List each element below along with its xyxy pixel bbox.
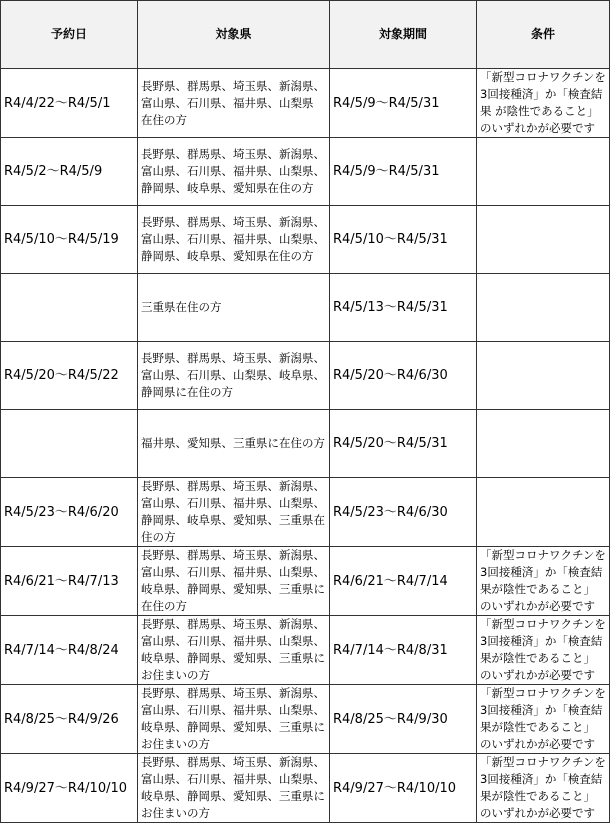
target-period-cell: R4/8/25～R4/9/30	[330, 685, 477, 754]
conditions-cell: 「新型コロナワクチンを3回接種済」か「検査結果が陰性であること」のいずれかが必要です	[477, 685, 610, 754]
target-prefectures-cell: 長野県、群馬県、埼玉県、新潟県、富山県、石川県、福井県、山梨県、岐阜県、静岡県、愛知県、三重県にお住まいの方	[138, 685, 330, 754]
target-prefectures-cell: 長野県、群馬県、埼玉県、新潟県、富山県、石川県、山梨県、岐阜県、静岡県に在住の方	[138, 342, 330, 410]
target-prefectures-cell: 長野県、群馬県、埼玉県、新潟県、富山県、石川県、福井県、山梨県、静岡県、岐阜県、愛知県在住の方	[138, 138, 330, 206]
target-period-cell: R4/6/21～R4/7/14	[330, 547, 477, 616]
reservation-date-cell: R4/5/20～R4/5/22	[1, 342, 138, 410]
header-conditions: 条件	[477, 1, 610, 69]
target-period-cell: R4/9/27～R4/10/10	[330, 754, 477, 823]
table-header-row	[1, 1, 610, 69]
reservation-date-cell: R4/5/10～R4/5/19	[1, 206, 138, 274]
table-row	[1, 206, 610, 274]
table-row	[1, 478, 610, 547]
conditions-cell: 「新型コロナワクチンを3回接種済」か「検査結果 が陰性であること」のいずれかが必要です	[477, 69, 610, 138]
header-reservation-date: 予約日	[1, 1, 138, 69]
target-period-cell: R4/5/13～R4/5/31	[330, 274, 477, 342]
target-period-cell: R4/5/23～R4/6/30	[330, 478, 477, 547]
header-target-period: 対象期間	[330, 1, 477, 69]
reservation-date-cell	[1, 410, 138, 478]
target-period-cell: R4/5/9～R4/5/31	[330, 69, 477, 138]
reservation-date-cell	[1, 274, 138, 342]
target-period-cell: R4/5/9～R4/5/31	[330, 138, 477, 206]
conditions-cell	[477, 478, 610, 547]
target-prefectures-cell: 長野県、群馬県、埼玉県、新潟県、富山県、石川県、福井県、山梨県、岐阜県、静岡県、愛知県、三重県にお住まいの方	[138, 616, 330, 685]
target-prefectures-cell: 長野県、群馬県、埼玉県、新潟県、富山県、石川県、福井県、山梨県 在住の方	[138, 69, 330, 138]
reservation-date-cell: R4/5/23～R4/6/20	[1, 478, 138, 547]
conditions-cell: 「新型コロナワクチンを3回接種済」か「検査結果が陰性であること」のいずれかが必要です	[477, 616, 610, 685]
reservation-date-cell: R4/7/14～R4/8/24	[1, 616, 138, 685]
header-target-prefectures: 対象県	[138, 1, 330, 69]
conditions-cell	[477, 342, 610, 410]
conditions-cell	[477, 206, 610, 274]
reservation-date-cell: R4/9/27～R4/10/10	[1, 754, 138, 823]
target-prefectures-cell: 長野県、群馬県、埼玉県、新潟県、富山県、石川県、福井県、山梨県、静岡県、岐阜県、愛知県在住の方	[138, 206, 330, 274]
target-prefectures-cell: 長野県、群馬県、埼玉県、新潟県、富山県、石川県、福井県、山梨県、岐阜県、静岡県、愛知県、三重県にお住まいの方	[138, 754, 330, 823]
conditions-cell	[477, 410, 610, 478]
conditions-cell: 「新型コロナワクチンを3回接種済」か「検査結果が陰性であること」のいずれかが必要です	[477, 547, 610, 616]
table-row	[1, 754, 610, 823]
target-period-cell: R4/5/10～R4/5/31	[330, 206, 477, 274]
target-prefectures-cell: 長野県、群馬県、埼玉県、新潟県、富山県、石川県、福井県、山梨県、岐阜県、静岡県、愛知県、三重県に在住の方	[138, 547, 330, 616]
reservation-date-cell: R4/5/2～R4/5/9	[1, 138, 138, 206]
target-period-cell: R4/5/20～R4/6/30	[330, 342, 477, 410]
table-row	[1, 410, 610, 478]
table-row	[1, 616, 610, 685]
conditions-cell	[477, 138, 610, 206]
table-row	[1, 685, 610, 754]
table-row	[1, 547, 610, 616]
target-prefectures-cell: 長野県、群馬県、埼玉県、新潟県、富山県、石川県、福井県、山梨県、静岡県、岐阜県、愛知県、三重県在住の方	[138, 478, 330, 547]
table-row	[1, 138, 610, 206]
reservation-date-cell: R4/6/21～R4/7/13	[1, 547, 138, 616]
table-row	[1, 274, 610, 342]
reservation-date-cell: R4/4/22～R4/5/1	[1, 69, 138, 138]
target-period-cell: R4/5/20～R4/5/31	[330, 410, 477, 478]
target-prefectures-cell: 三重県在住の方	[138, 274, 330, 342]
reservation-date-cell: R4/8/25～R4/9/26	[1, 685, 138, 754]
target-prefectures-cell: 福井県、愛知県、三重県に在住の方	[138, 410, 330, 478]
conditions-cell: 「新型コロナワクチンを3回接種済」か「検査結果が陰性であること」のいずれかが必要です	[477, 754, 610, 823]
table-row	[1, 342, 610, 410]
table-row	[1, 69, 610, 138]
target-period-cell: R4/7/14～R4/8/31	[330, 616, 477, 685]
conditions-cell	[477, 274, 610, 342]
